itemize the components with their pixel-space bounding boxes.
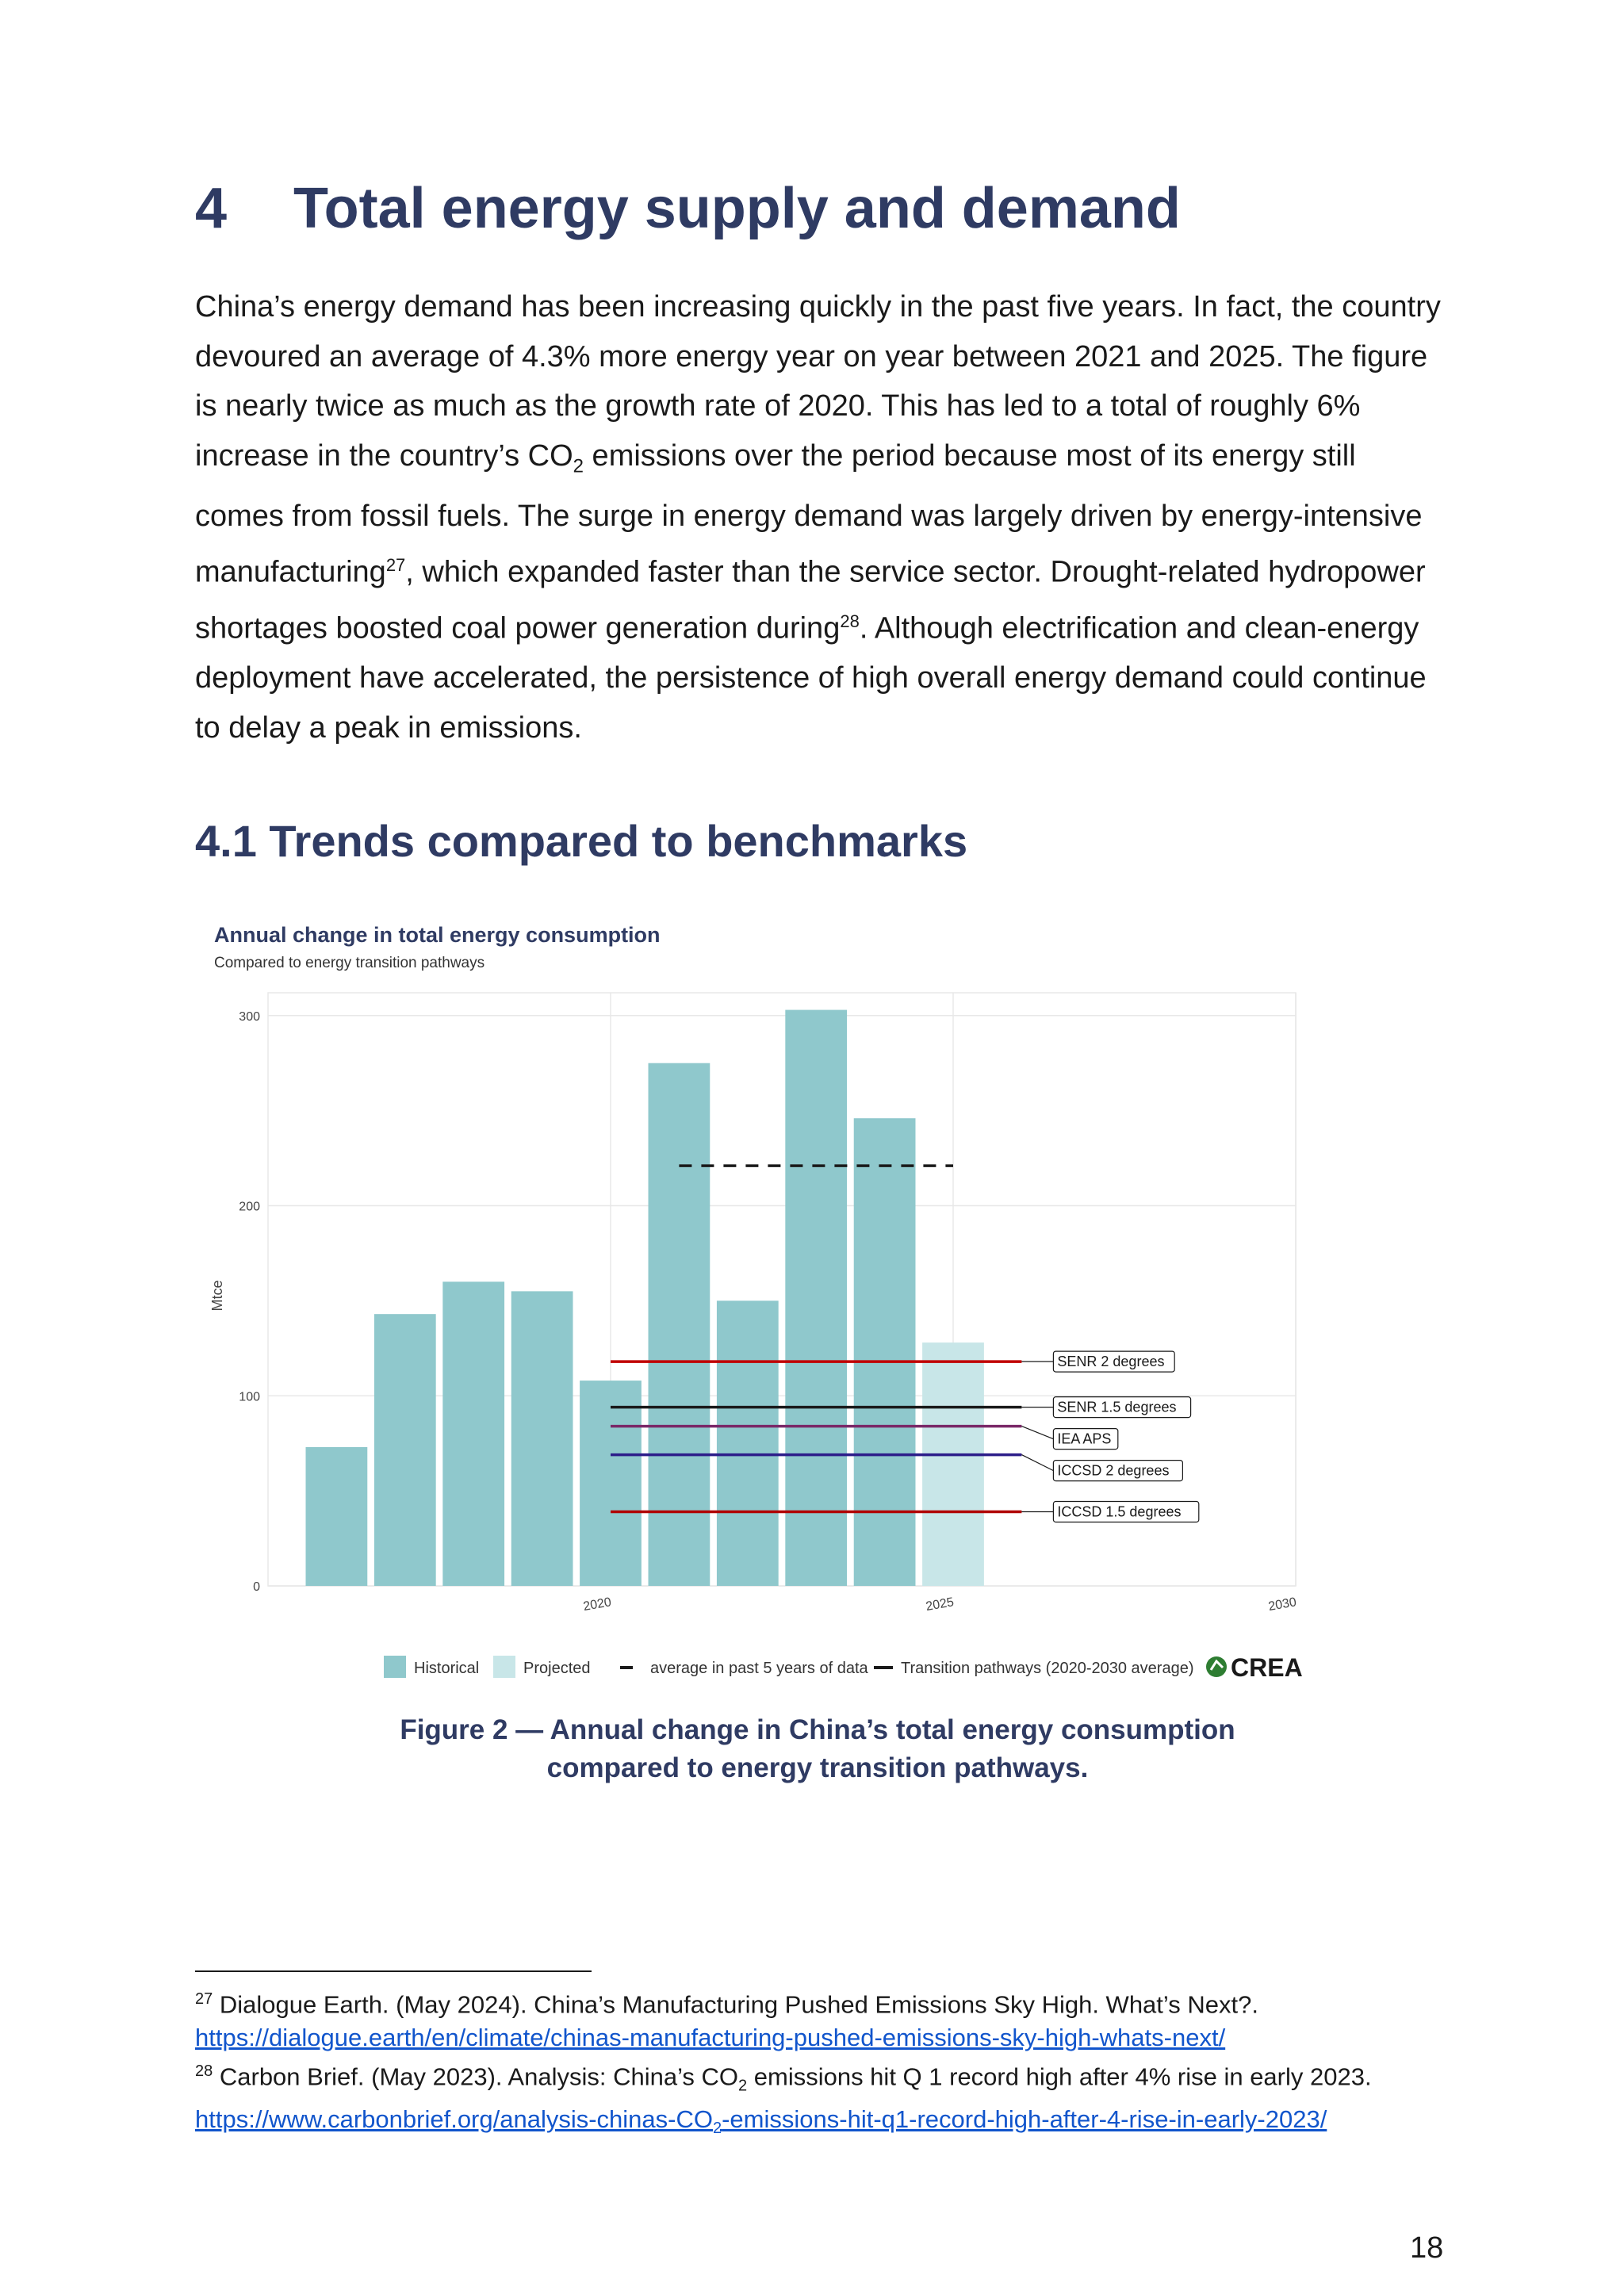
chart-title: Annual change in total energy consumption [214, 923, 661, 947]
chart-subtitle: Compared to energy transition pathways [214, 955, 485, 971]
crea-logo [1206, 1653, 1303, 1682]
legend-historical-swatch [384, 1656, 406, 1678]
footnote-28-marker: 28 [195, 2062, 213, 2081]
body-paragraph [195, 282, 1448, 753]
bar-projected-2025 [922, 1342, 984, 1586]
pathway-label-4: ICCSD 1.5 degrees [1057, 1503, 1182, 1520]
paragraph-part3: , which expanded faster than the service sector. Drought-related hydropower shortages boosted coal power generation during [195, 555, 1426, 645]
y-tick-label: 200 [239, 1200, 260, 1214]
legend-projected-swatch [493, 1656, 515, 1678]
pathway-label-2: IEA APS [1057, 1430, 1112, 1447]
bar-historical-2020 [580, 1381, 642, 1586]
legend-pathways-label: Transition pathways (2020-2030 average) [901, 1660, 1194, 1677]
section-heading [195, 176, 1181, 241]
paragraph-part2: emissions over the period because most of its energy still comes from fossil fuels. The surge in energy demand was largely driven by energy-intensive manufacturing [195, 439, 1423, 589]
footnote-28-subscript: 2 [738, 2077, 748, 2095]
caption-line-2: compared to energy transition pathways. [546, 1752, 1089, 1783]
chart-bars [306, 1010, 984, 1586]
chart-legend [384, 1653, 1303, 1682]
x-tick-label: 2030 [1267, 1595, 1298, 1614]
subsection-title: 4.1 Trends compared to benchmarks [195, 816, 968, 866]
pathway-leader-2 [1021, 1427, 1053, 1439]
legend-average-label: average in past 5 years of data [650, 1660, 868, 1677]
section-title: Total energy supply and demand [293, 177, 1181, 240]
x-tick-label: 2025 [925, 1595, 956, 1614]
footnote-27 [195, 1982, 1543, 2021]
y-tick-label: 300 [239, 1009, 260, 1024]
footnote-ref-27[interactable]: 27 [385, 555, 406, 576]
pathway-leader-3 [1021, 1455, 1053, 1471]
footnote-28-link[interactable] [195, 2104, 1327, 2138]
paragraph-part4: . Although electrification and clean-energy deployment have accelerated, the persistence of high overall energy demand could continue to delay a peak in emissions. [195, 611, 1427, 745]
y-tick-label: 100 [239, 1390, 260, 1404]
bar-historical-2023 [785, 1010, 847, 1586]
bar-historical-2016 [306, 1447, 368, 1586]
y-axis-label: Mtce [209, 1280, 225, 1312]
footnote-28-url-sub: 2 [712, 2120, 722, 2138]
paragraph-part1: China’s energy demand has been increasing quickly in the past five years. In fact, the country devoured an average of 4.3% more energy year on year between 2021 and 2025. The figure is nearly twice as much as the growth rate of 2020. This has led to a total of roughly 6% increase in the country’s CO [195, 290, 1441, 473]
footnote-divider [195, 1970, 592, 1972]
legend-historical-label: Historical [414, 1660, 480, 1677]
footnote-27-marker: 27 [195, 1990, 213, 2008]
pathway-label-1: SENR 1.5 degrees [1057, 1399, 1177, 1415]
section-number: 4 [195, 177, 228, 240]
y-tick-label: 0 [253, 1580, 260, 1594]
footnote-28-text-b: emissions hit Q 1 record high after 4% rise in early 2023. [747, 2062, 1372, 2091]
footnote-28 [195, 2055, 1543, 2103]
footnote-27-link[interactable]: https://dialogue.earth/en/climate/chinas-manufacturing-pushed-emissions-sky-high-whats-next/ [195, 2024, 1226, 2052]
energy-consumption-chart [195, 910, 1321, 1703]
bar-historical-2019 [511, 1291, 573, 1586]
footnote-28-url-a: https://www.carbonbrief.org/analysis-chinas-CO [195, 2104, 713, 2133]
bar-historical-2022 [717, 1300, 779, 1586]
legend-projected-label: Projected [523, 1660, 591, 1677]
figure-caption [195, 1711, 1440, 1787]
pathway-label-3: ICCSD 2 degrees [1057, 1462, 1170, 1479]
page-number: 18 [1410, 2231, 1444, 2265]
bar-historical-2017 [374, 1314, 436, 1586]
co2-subscript: 2 [573, 455, 584, 477]
chart-svg [195, 910, 1321, 1703]
caption-line-1: Figure 2 — Annual change in China’s total energy consumption [400, 1714, 1235, 1745]
bar-historical-2024 [854, 1118, 916, 1586]
bar-historical-2018 [442, 1281, 504, 1586]
pathway-label-0: SENR 2 degrees [1057, 1354, 1165, 1370]
bar-historical-2021 [649, 1063, 710, 1586]
crea-brand-text: CREA [1231, 1653, 1303, 1682]
footnote-28-text-a: Carbon Brief. (May 2023). Analysis: China’s CO [213, 2062, 739, 2091]
footnote-27-text: Dialogue Earth. (May 2024). China’s Manufacturing Pushed Emissions Sky High. What’s Next?. [213, 1990, 1258, 2019]
x-tick-label: 2020 [582, 1595, 613, 1614]
footnote-28-url-b: -emissions-hit-q1-record-high-after-4-rise-in-early-2023/ [722, 2104, 1327, 2133]
footnote-ref-28[interactable]: 28 [840, 611, 860, 632]
footnotes [195, 1982, 1543, 2145]
